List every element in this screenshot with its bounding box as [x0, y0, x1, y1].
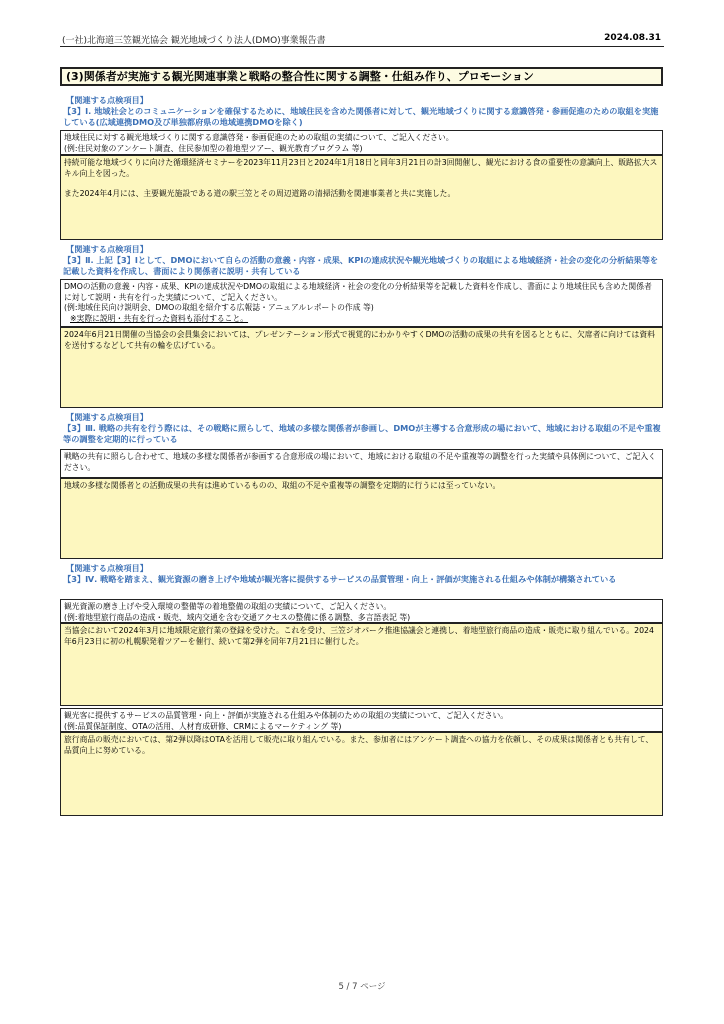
check-item-text: 【3】Ⅰ. 地域社会とのコミュニケーションを確保するために、地域住民を含めた関係者に対して、観光地域づくりに関する意識啓発・参画促進のための取組を実施している(広域連携DMO及び単独都府県の地域連携DMOを除く): [63, 106, 659, 127]
question-example: (例:地域住民向け説明会、DMOの取組を紹介する広報誌・アニュアルレポートの作成 等): [64, 303, 374, 312]
question-box-2: [60, 279, 663, 327]
check-item-label: 【関連する点検項目】: [66, 244, 148, 254]
answer-box-4a[interactable]: [60, 623, 663, 706]
answer-text: 持続可能な地域づくりに向けた循環経済セミナーを2023年11月23日と2024年1月18日と同年3月21日の計3回開催し、観光における食の重要性の意識向上、販路拡大スキル向上を図った。: [64, 158, 658, 178]
check-item-heading-4: [63, 563, 663, 585]
answer-text: 当協会において2024年3月に地域限定旅行業の登録を受けた。これを受け、三笠ジオパーク推進協議会と連携し、着地型旅行商品の造成・販売に取り組んでいる。2024年6月23日に初の札幌駅発着ツアーを催行、続いて第2弾を同年7月21日に催行した。: [64, 626, 654, 646]
question-text: 観光客に提供するサービスの品質管理・向上・評価が実施される仕組みや体制のための取組の実績について、ご記入ください。: [64, 711, 509, 720]
page-number: 5 / 7 ページ: [338, 982, 386, 992]
question-box-4b: [60, 708, 663, 732]
answer-box-2[interactable]: [60, 327, 663, 408]
answer-gap: [64, 179, 659, 189]
question-text: 地域住民に対する観光地域づくりに関する意識啓発・参画促進のための取組の実績について、ご記入ください。: [64, 133, 454, 142]
check-item-heading-3: [63, 412, 663, 445]
check-item-heading-1: [63, 95, 663, 128]
question-text: DMOの活動の意義・内容・成果、KPIの達成状況やDMOの取組による地域経済・社会の変化の分析結果等を記載した資料を作成し、書面により地域住民も含めた関係者に対して説明・共有を行った実績について、ご記入ください。: [64, 282, 652, 302]
answer-text: 地域の多様な関係者との活動成果の共有は進めているものの、取組の不足や重複等の調整を定期的に行うには至っていない。: [64, 481, 501, 490]
check-item-label: 【関連する点検項目】: [66, 95, 148, 105]
section-title: (3)関係者が実施する観光関連事業と戦略の整合性に関する調整・仕組み作り、プロモーション: [60, 67, 663, 86]
header-divider: [60, 46, 664, 47]
answer-box-3[interactable]: [60, 478, 663, 559]
check-item-label: 【関連する点検項目】: [66, 563, 148, 573]
question-example: (例:着地型旅行商品の造成・販売、域内交通を含む交通アクセスの整備に係る調整、多言語表記 等): [64, 612, 411, 622]
question-box-1: [60, 130, 663, 155]
report-date: 2024.08.31: [604, 33, 661, 43]
question-text: 観光資源の磨き上げや受入環境の整備等の着地整備の取組の実績について、ご記入ください。: [64, 602, 392, 611]
question-box-4a: [60, 599, 663, 623]
check-item-label: 【関連する点検項目】: [66, 412, 148, 422]
answer-text: 旅行商品の販売においては、第2弾以降はOTAを活用して販売に取り組んでいる。また、参加者にはアンケート調査への協力を依頼し、その成果は関係者とも共有して、品質向上に努めている。: [64, 735, 654, 755]
question-box-3: [60, 449, 663, 478]
check-item-heading-2: [63, 244, 663, 277]
answer-box-1[interactable]: [60, 155, 663, 240]
question-example: (例:住民対象のアンケート調査、住民参加型の着地型ツアー、観光教育プログラム 等): [64, 143, 363, 153]
check-item-text: 【3】Ⅱ. 上記【3】Ⅰとして、DMOにおいて自らの活動の意義・内容・成果、KPIの達成状況や観光地域づくりの取組による地域経済・社会の変化の分析結果等を記載した資料を作成し、書面により関係者に説明・共有している: [63, 255, 659, 276]
answer-box-4b[interactable]: [60, 732, 663, 816]
check-item-text: 【3】Ⅳ. 戦略を踏まえ、観光資源の磨き上げや地域が観光客に提供するサービスの品質管理・向上・評価が実施される仕組みや体制が構築されている: [63, 574, 617, 584]
question-note: ※実際に説明・共有を行った資料も添付すること。: [70, 313, 249, 323]
question-example: (例:品質保証制度、OTAの活用、人材育成研修、CRMによるマーケティング 等): [64, 721, 342, 731]
check-item-text: 【3】Ⅲ. 戦略の共有を行う際には、その戦略に照らして、地域の多様な関係者が参画し、DMOが主導する合意形成の場において、地域における取組の不足や重複等の調整を定期的に行っている: [63, 423, 661, 444]
answer-text: また2024年4月には、主要観光施設である道の駅三笠とその周辺道路の清掃活動を関連事業者と共に実施した。: [64, 189, 456, 198]
answer-text: 2024年6月21日開催の当協会の会員集会においては、プレゼンテーション形式で視覚的にわかりやすくDMOの活動の成果の共有を図るとともに、欠席者に向けては資料を送付するなどして共有の輪を広げている。: [64, 330, 655, 350]
report-header-org: (一社)北海道三笠観光協会 観光地域づくり法人(DMO)事業報告書: [62, 36, 326, 46]
question-text: 戦略の共有に照らし合わせて、地域の多様な関係者が参画する合意形成の場において、地域における取組の不足や重複等の調整を行った実績や具体例について、ご記入ください。: [64, 452, 656, 472]
